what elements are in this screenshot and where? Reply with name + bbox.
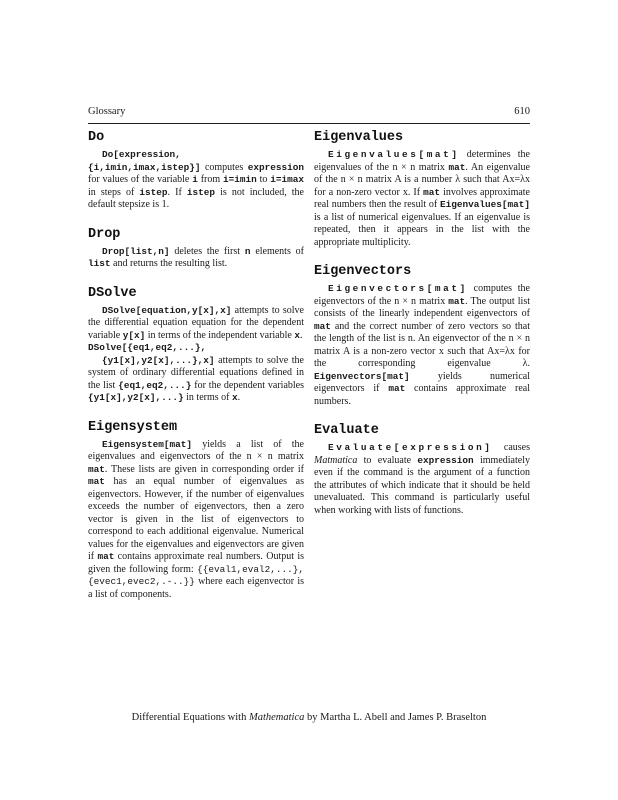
footer-italic: Mathematica	[248, 712, 305, 723]
code: {i,imin,imax,istep}]	[88, 161, 201, 173]
text: where each eigenvector is a list of components.	[88, 576, 304, 600]
code: i	[192, 174, 198, 185]
code: expression	[247, 161, 304, 173]
left-column	[88, 130, 304, 616]
code: {{eval1,eval2,...},{evec1,evec2,.-..}}	[88, 563, 304, 587]
page-footer	[0, 712, 618, 723]
code: Drop[list,n]	[102, 245, 170, 257]
code: Eigenvectors[mat]	[328, 283, 468, 294]
header-rule	[88, 123, 530, 124]
code: list	[88, 258, 111, 269]
text: to	[256, 174, 271, 185]
text: for values of the variable	[88, 174, 193, 185]
code: expression	[417, 454, 474, 466]
code: Eigenvalues[mat]	[439, 199, 530, 210]
code: istep	[186, 186, 216, 198]
header-section: Glossary	[88, 106, 126, 117]
entry-body-eigenvectors	[314, 283, 530, 408]
text: . The output list consists of the linearly independent eigenvectors of	[314, 295, 530, 319]
entry-title-eigenvalues: Eigenvalues	[314, 130, 404, 145]
text: for the dependent variables	[191, 379, 304, 391]
entry-title-eigensystem: Eigensystem	[88, 419, 178, 435]
entry-eigenvalues	[314, 130, 530, 249]
italic-text: Matmatica	[314, 454, 358, 466]
text: has an equal number of eigenvalues as eigenvectors. However, if the number of eigenvalues exceeds the number of eigenvectors, then a zero vector is given in the list of eigenvectors to correspond to each additional eigenvalue. Numerical values for the eigenvalues and eigenvectors are given if	[88, 476, 304, 562]
entry-dsolve	[88, 286, 304, 405]
code: {eq1,eq2,...}	[118, 379, 192, 391]
text: .	[299, 329, 303, 341]
text: in terms of	[183, 392, 232, 403]
page-header	[88, 106, 530, 122]
text: is not included, the default stepsize is 1.	[88, 186, 304, 210]
text: contains approximate real numbers. Output is given the following form:	[88, 551, 305, 575]
code: Eigenvalues[mat]	[328, 149, 460, 160]
code: x	[294, 329, 300, 341]
entry-body-evaluate	[314, 442, 530, 517]
entry-title-evaluate: Evaluate	[314, 423, 379, 438]
text: .	[237, 392, 241, 403]
header-page-number: 610	[514, 106, 530, 117]
code: i=imin	[222, 174, 257, 185]
right-column	[314, 130, 530, 532]
text: from	[197, 174, 223, 185]
code: {y1[x],y2[x],...},x]	[102, 354, 215, 366]
code: mat	[448, 161, 466, 173]
entry-eigensystem	[88, 420, 304, 602]
footer-text: by Martha L. Abell and James P. Braselton	[304, 712, 487, 723]
code: istep	[139, 186, 168, 198]
text: elements of	[250, 245, 304, 257]
text: yields a list of the eigenvalues and eigenvectors of the n × n matrix	[88, 438, 304, 462]
entry-title-dsolve: DSolve	[88, 285, 137, 301]
text: in terms of the independent variable	[145, 329, 295, 341]
text: computes the eigenvectors of the n × n matrix	[314, 283, 530, 307]
code: DSolve[equation,y[x],x]	[102, 304, 232, 316]
code: mat	[423, 186, 441, 198]
code: mat	[314, 320, 331, 332]
text: and returns the resulting list.	[110, 258, 228, 269]
text: attempts to solve the system of ordinary differential equations defined in the list	[88, 354, 304, 391]
entry-body-dsolve	[88, 305, 304, 405]
code: mat	[88, 463, 105, 475]
text: and the correct number of zero vectors so that the length of the list is n. An eigenvector of the n × n matrix A is a non-zero vector x such that Ax=λx for the corresponding eigenvalue λ.	[314, 320, 530, 369]
entry-title-do: Do	[88, 130, 105, 145]
code: Eigenvectors[mat]	[314, 370, 410, 382]
text: is a list of numerical eigenvalues. If an eigenvalue is repeated, then it appears in the list with the appropriate multiplicity.	[314, 211, 530, 248]
entry-body-eigenvalues	[314, 149, 530, 249]
text: involves approximate real numbers then the result of	[314, 186, 530, 210]
code: {y1[x],y2[x],...}	[88, 392, 184, 403]
text: yields numerical eigenvectors if	[314, 370, 530, 394]
text: in steps of	[88, 186, 140, 198]
text: immediately even if the command is the argument of a function the attributes of which indicate that it should be held unevaluated. This command is particularly useful when working with lists of functions.	[314, 454, 530, 516]
code: mat	[88, 476, 105, 487]
text: deletes the first	[169, 245, 245, 257]
code: DSolve[{eq1,eq2,...},	[88, 342, 207, 353]
text: determines the eigenvalues of the n × n matrix	[314, 149, 530, 173]
text: attempts to solve the differential equation equation for the dependent variable	[88, 304, 304, 341]
entry-body-eigensystem	[88, 439, 304, 602]
code: Evaluate[expression]	[328, 442, 493, 453]
code: n	[244, 245, 251, 257]
text: computes	[200, 161, 248, 173]
footer-text: Differential Equations with	[131, 712, 249, 723]
code: Eigensystem[mat]	[102, 438, 193, 450]
entry-body-do	[88, 149, 304, 212]
text: causes	[492, 442, 530, 453]
text: . An eigenvalue of the n × n matrix A is a number λ such that Ax=λx for a non-zero vector x. If	[314, 161, 530, 198]
code: Do[expression,	[102, 149, 181, 160]
entry-do	[88, 130, 304, 212]
code: mat	[388, 383, 406, 394]
text: . These lists are given in corresponding order if	[104, 463, 304, 475]
code: y[x]	[122, 329, 146, 341]
code: mat	[97, 551, 115, 562]
entry-body-drop	[88, 246, 304, 271]
entry-title-drop: Drop	[88, 226, 121, 242]
code: mat	[448, 295, 466, 307]
entry-title-eigenvectors: Eigenvectors	[314, 264, 412, 279]
text: contains approximate real numbers.	[314, 383, 530, 407]
entry-drop	[88, 227, 304, 271]
entry-eigenvectors	[314, 264, 530, 408]
code: i=imax	[270, 174, 304, 185]
text: . If	[167, 186, 187, 198]
text: to evaluate	[357, 454, 418, 466]
code: x	[231, 392, 238, 403]
entry-evaluate	[314, 423, 530, 517]
